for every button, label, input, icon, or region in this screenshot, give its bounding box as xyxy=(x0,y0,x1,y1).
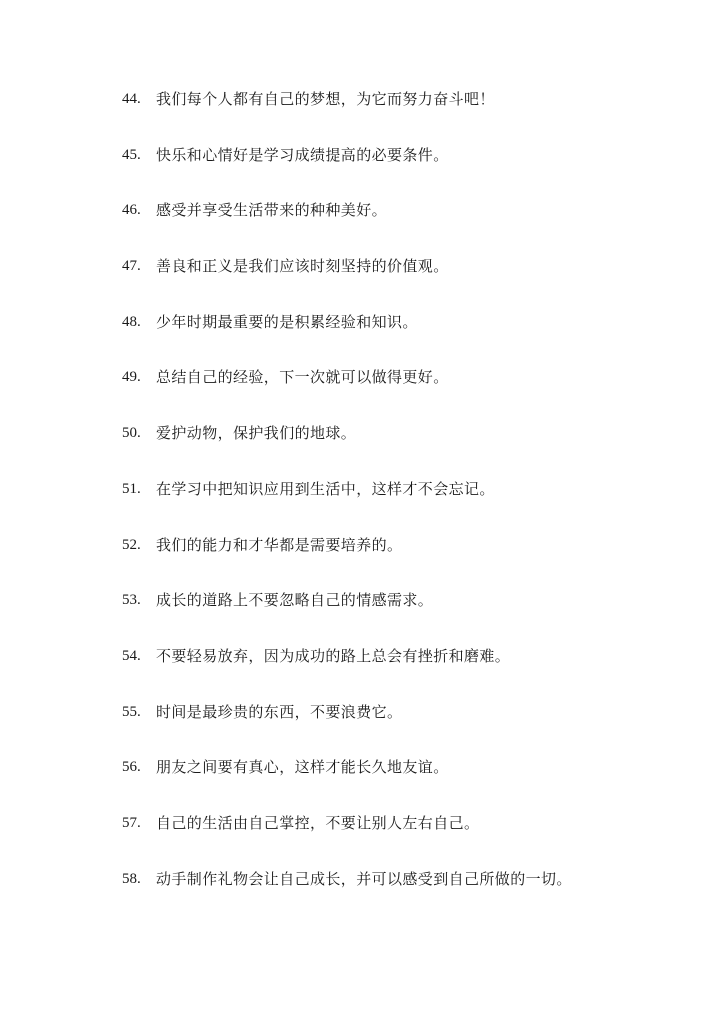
item-number: 51. xyxy=(122,480,141,497)
list-item xyxy=(122,476,572,532)
item-number: 46. xyxy=(122,202,141,219)
item-text: 自己的生活由自己掌控，不要让别人左右自己。 xyxy=(156,813,480,832)
item-text: 动手制作礼物会让自己成长，并可以感受到自己所做的一切。 xyxy=(156,869,572,888)
item-number: 44. xyxy=(122,91,141,107)
item-text: 感受并享受生活带来的种种美好。 xyxy=(156,201,388,220)
item-text: 不要轻易放弃，因为成功的路上总会有挫折和磨难。 xyxy=(156,646,511,665)
list-item xyxy=(122,866,572,922)
item-text: 朋友之间要有真心，这样才能长久地友谊。 xyxy=(156,758,449,777)
item-number: 52. xyxy=(122,536,141,553)
item-number: 57. xyxy=(122,814,141,831)
item-text: 时间是最珍贵的东西，不要浪费它。 xyxy=(156,702,403,721)
item-number: 54. xyxy=(122,647,141,664)
list-item xyxy=(122,587,572,643)
item-number: 58. xyxy=(122,870,141,887)
item-text: 我们每个人都有自己的梦想，为它而努力奋斗吧！ xyxy=(156,90,495,108)
item-text: 爱护动物，保护我们的地球。 xyxy=(156,424,357,443)
list-item xyxy=(122,643,572,699)
item-text: 总结自己的经验，下一次就可以做得更好。 xyxy=(156,368,449,387)
item-text: 快乐和心情好是学习成绩提高的必要条件。 xyxy=(156,145,449,164)
item-text: 在学习中把知识应用到生活中，这样才不会忘记。 xyxy=(156,479,495,498)
item-number: 56. xyxy=(122,759,141,776)
item-text: 我们的能力和才华都是需要培养的。 xyxy=(156,535,403,554)
item-number: 49. xyxy=(122,369,141,386)
item-number: 50. xyxy=(122,425,141,442)
numbered-list xyxy=(122,86,572,921)
list-item xyxy=(122,532,572,588)
item-number: 55. xyxy=(122,703,141,720)
list-item xyxy=(122,197,572,253)
list-item xyxy=(122,754,572,810)
list-item xyxy=(122,253,572,309)
item-text: 少年时期最重要的是积累经验和知识。 xyxy=(156,312,418,331)
item-number: 45. xyxy=(122,146,141,163)
list-item xyxy=(122,420,572,476)
list-item xyxy=(122,810,572,866)
list-item xyxy=(122,142,572,198)
list-item xyxy=(122,364,572,420)
item-text: 成长的道路上不要忽略自己的情感需求。 xyxy=(156,591,434,610)
item-text: 善良和正义是我们应该时刻坚持的价值观。 xyxy=(156,257,449,276)
item-number: 48. xyxy=(122,313,141,330)
list-item xyxy=(122,86,572,142)
item-number: 47. xyxy=(122,258,141,275)
list-item xyxy=(122,699,572,755)
list-item xyxy=(122,309,572,365)
item-number: 53. xyxy=(122,592,141,609)
